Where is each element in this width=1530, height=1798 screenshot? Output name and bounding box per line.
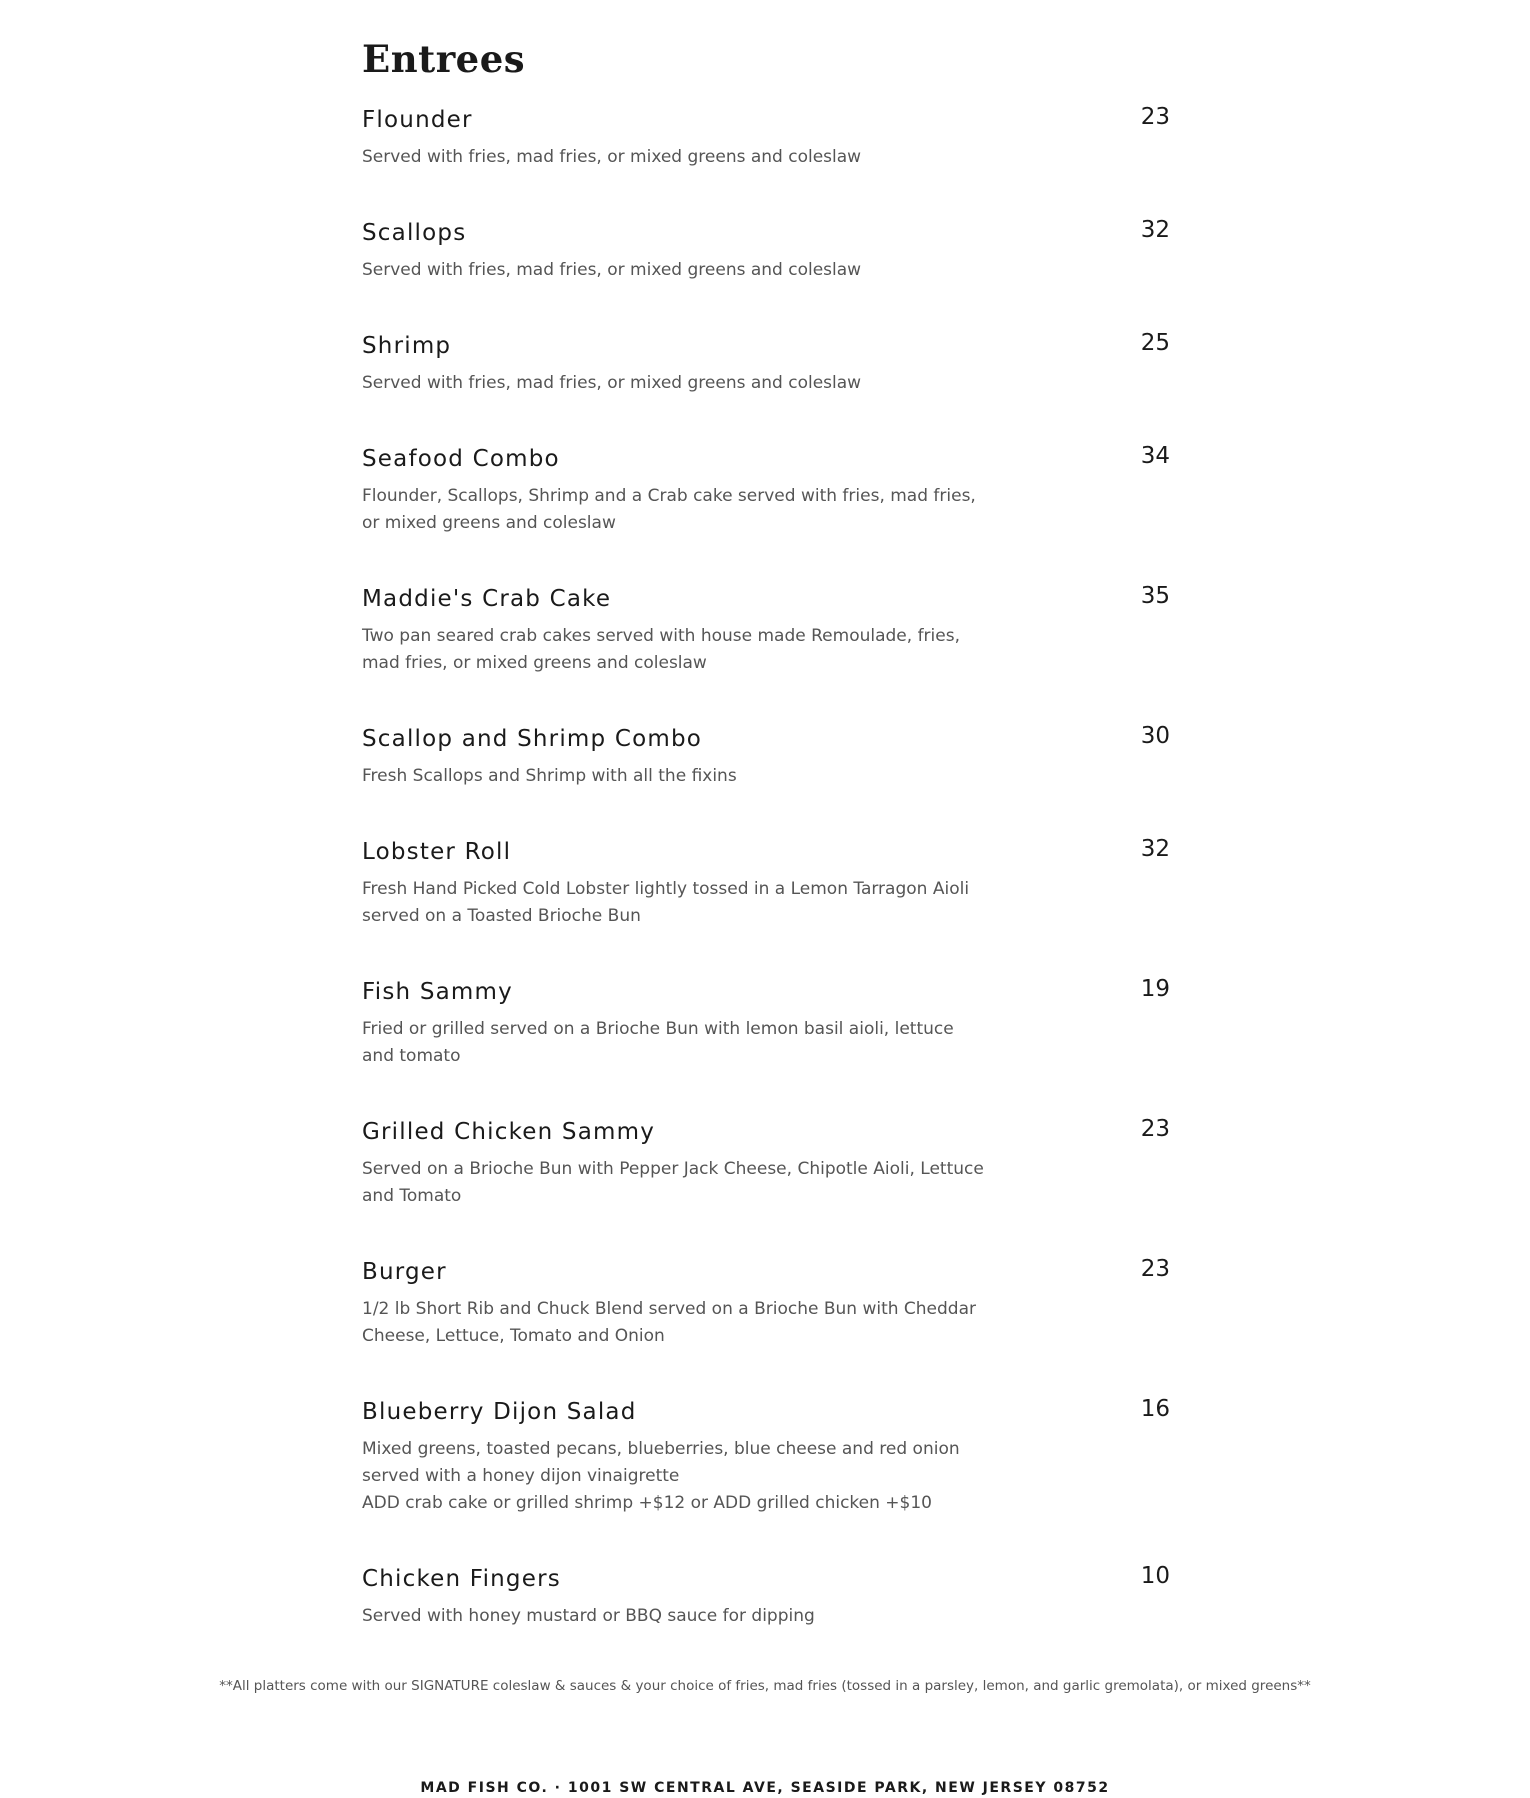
item-description-line: Served with honey mustard or BBQ sauce for dipping [362,1606,815,1626]
item-price: 16 [1140,1396,1170,1422]
item-name: Scallop and Shrimp Combo [362,726,703,752]
item-description-line: served on a Toasted Brioche Bun [362,906,641,926]
platter-footnote: **All platters come with our SIGNATURE coleslaw & sauces & your choice of fries, mad fries (tossed in a parsley, lemon, and garlic gremolata), or mixed greens** [219,1678,1311,1694]
item-name: Fish Sammy [362,979,513,1005]
item-price: 10 [1140,1563,1170,1589]
item-name: Grilled Chicken Sammy [362,1119,656,1145]
item-description [362,623,962,677]
item-description [362,1603,962,1630]
item-description [362,763,962,790]
item-description-line: and Tomato [362,1186,462,1206]
item-price: 23 [1140,1256,1170,1282]
item-description-line: Mixed greens, toasted pecans, blueberries, blue cheese and red onion [362,1439,960,1459]
item-price: 23 [1140,104,1170,130]
item-price: 25 [1140,330,1170,356]
item-name: Maddie's Crab Cake [362,586,612,612]
item-name: Burger [362,1259,447,1285]
item-description [362,483,976,537]
item-description-line: Fresh Scallops and Shrimp with all the fixins [362,766,737,786]
item-description-line: or mixed greens and coleslaw [362,513,616,533]
item-description [362,370,962,397]
item-description [362,1156,984,1210]
item-description-line: Two pan seared crab cakes served with house made Remoulade, fries, [362,626,960,646]
item-description [362,257,962,284]
item-description-line: Fried or grilled served on a Brioche Bun with lemon basil aioli, lettuce [362,1019,954,1039]
item-price: 32 [1140,836,1170,862]
item-description-line: Cheese, Lettuce, Tomato and Onion [362,1326,665,1346]
item-name: Scallops [362,220,467,246]
item-name: Seafood Combo [362,446,560,472]
item-price: 35 [1140,583,1170,609]
item-description-line: mad fries, or mixed greens and coleslaw [362,653,707,673]
item-name: Blueberry Dijon Salad [362,1399,637,1425]
item-description-line: Served with fries, mad fries, or mixed greens and coleslaw [362,260,862,280]
item-name: Shrimp [362,333,452,359]
item-description-line: and tomato [362,1046,461,1066]
item-description [362,1296,977,1350]
item-name: Lobster Roll [362,839,512,865]
item-price: 30 [1140,723,1170,749]
item-description-line: 1/2 lb Short Rib and Chuck Blend served on a Brioche Bun with Cheddar [362,1299,977,1319]
item-name: Chicken Fingers [362,1566,561,1592]
item-description [362,1016,962,1070]
item-description-line: Flounder, Scallops, Shrimp and a Crab cake served with fries, mad fries, [362,486,976,506]
item-price: 34 [1140,443,1170,469]
item-description-line: ADD crab cake or grilled shrimp +$12 or ADD grilled chicken +$10 [362,1493,932,1513]
item-price: 32 [1140,217,1170,243]
section-title: Entrees [362,37,526,81]
item-description-line: served with a honey dijon vinaigrette [362,1466,680,1486]
item-price: 19 [1140,976,1170,1002]
item-price: 23 [1140,1116,1170,1142]
item-description [362,876,970,930]
item-description-line: Served with fries, mad fries, or mixed greens and coleslaw [362,147,862,167]
restaurant-address: MAD FISH CO. · 1001 SW CENTRAL AVE, SEASIDE PARK, NEW JERSEY 08752 [420,1780,1110,1796]
item-description [362,144,962,171]
item-description-line: Served with fries, mad fries, or mixed greens and coleslaw [362,373,862,393]
item-description-line: Fresh Hand Picked Cold Lobster lightly tossed in a Lemon Tarragon Aioli [362,879,970,899]
item-description-line: Served on a Brioche Bun with Pepper Jack Cheese, Chipotle Aioli, Lettuce [362,1159,984,1179]
item-name: Flounder [362,107,473,133]
item-description [362,1436,962,1517]
